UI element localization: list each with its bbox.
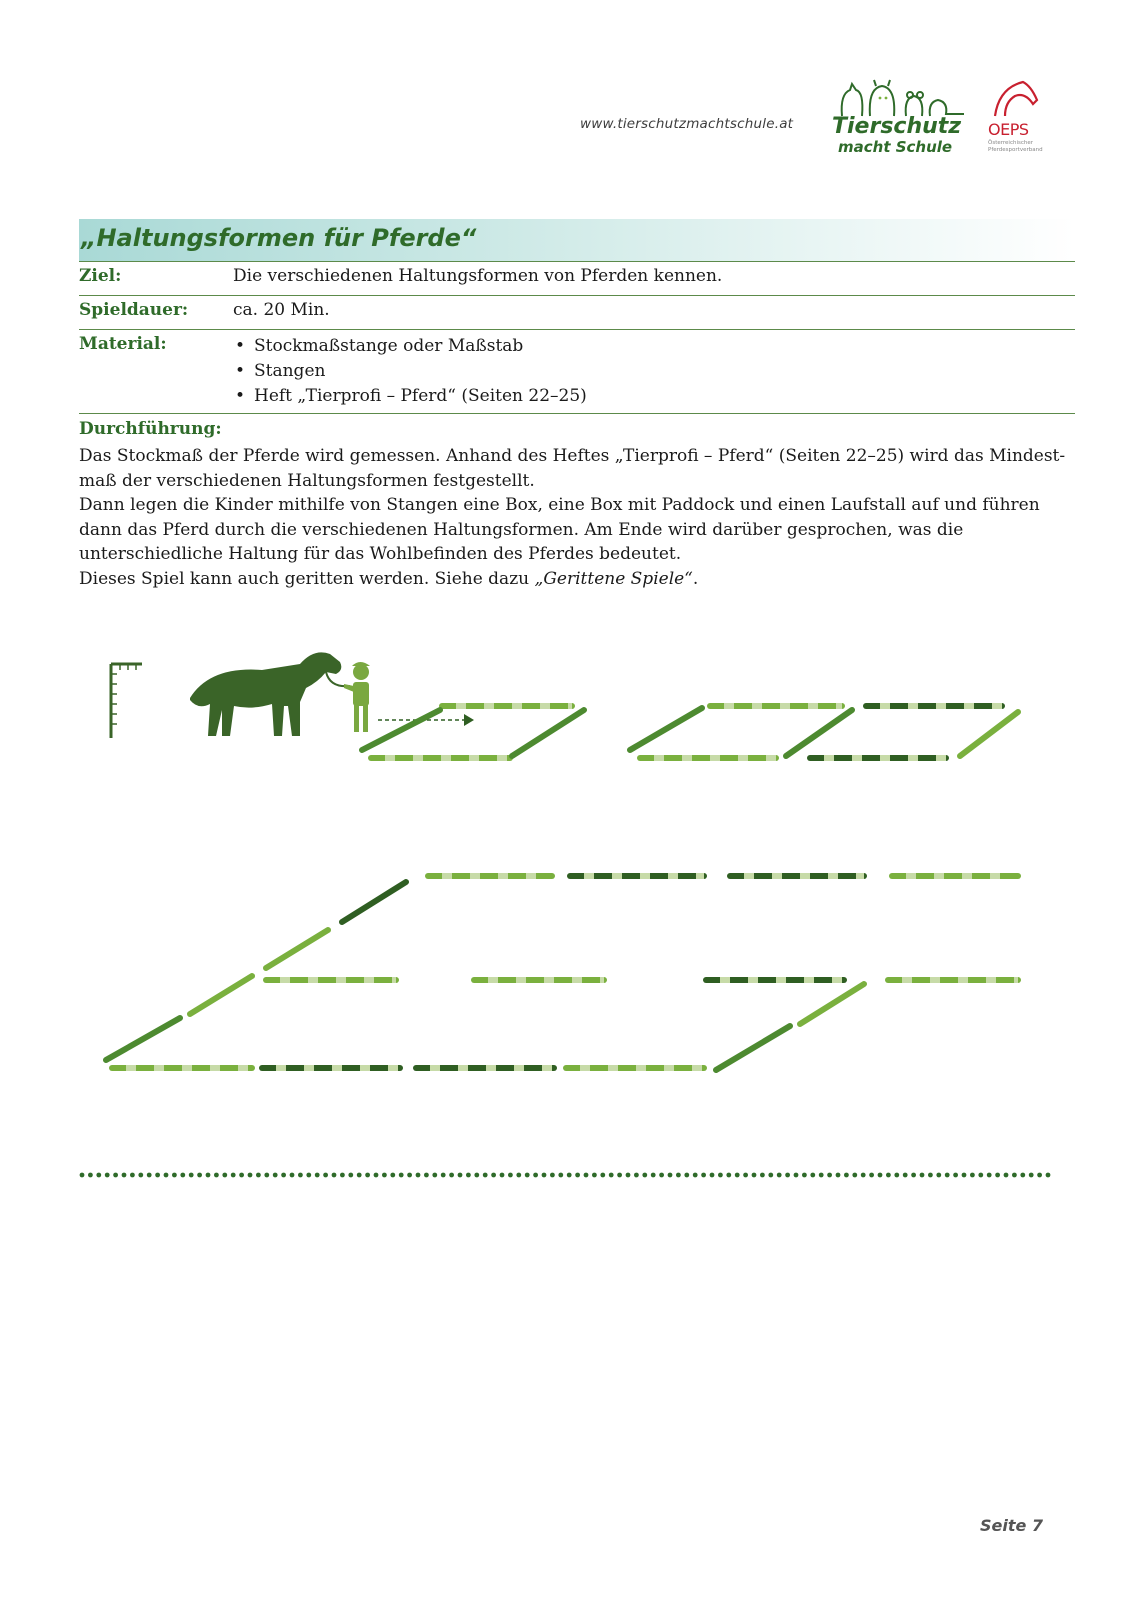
divider-dot xyxy=(399,1173,404,1178)
divider-dot xyxy=(735,1173,740,1178)
pole xyxy=(786,710,852,756)
divider-dot xyxy=(710,1173,715,1178)
divider-dot xyxy=(416,1173,421,1178)
pole xyxy=(512,710,584,756)
horse-icon xyxy=(190,652,341,736)
info-row-duration xyxy=(79,296,1075,330)
divider-dot xyxy=(726,1173,731,1178)
divider-dot xyxy=(894,1173,899,1178)
divider-dot xyxy=(550,1173,555,1178)
pole xyxy=(960,712,1018,756)
divider-dot xyxy=(752,1173,757,1178)
divider-dot xyxy=(374,1173,379,1178)
child-icon xyxy=(344,662,370,732)
divider-dot xyxy=(701,1173,706,1178)
divider-dot xyxy=(642,1173,647,1178)
divider-dot xyxy=(852,1173,857,1178)
divider-dot xyxy=(231,1173,236,1178)
divider-dot xyxy=(130,1173,135,1178)
divider-dot xyxy=(718,1173,723,1178)
page-title: „Haltungsformen für Pferde“ xyxy=(81,224,477,252)
divider-dot xyxy=(407,1173,412,1178)
pole xyxy=(342,882,406,922)
page-number: Seite 7 xyxy=(980,1516,1044,1535)
divider-dot xyxy=(987,1173,992,1178)
divider-dot xyxy=(592,1173,597,1178)
material-label: Material: xyxy=(79,334,167,354)
divider-dot xyxy=(390,1173,395,1178)
divider-dot xyxy=(105,1173,110,1178)
divider-dot xyxy=(248,1173,253,1178)
logo-subtitle: macht Schule xyxy=(838,138,953,156)
divider-dot xyxy=(911,1173,916,1178)
divider-dot xyxy=(575,1173,580,1178)
divider-dot xyxy=(172,1173,177,1178)
divider-dot xyxy=(474,1173,479,1178)
page-header xyxy=(0,78,1130,168)
title-bar xyxy=(79,219,1075,262)
divider-dot xyxy=(323,1173,328,1178)
procedure-paragraph-2: Dann legen die Kinder mithilfe von Stangen eine Box, eine Box mit Paddock und einen Laufstall auf und führen dann das Pferd durch die verschiedenen Haltungsformen. Am Ende wird darüber gesprochen, was die unterschiedliche Haltung für das Wohlbefinden des Pferdes bedeutet. xyxy=(79,495,1040,565)
divider-dot xyxy=(516,1173,521,1178)
divider-dot xyxy=(500,1173,505,1178)
divider-dot xyxy=(264,1173,269,1178)
divider-dot xyxy=(113,1173,118,1178)
procedure-text-span: . xyxy=(692,568,699,589)
procedure-paragraph-1: Das Stockmaß der Pferde wird gemessen. Anhand des Heftes „Tierprofi – Pferd“ (Seiten 22–25) wird das Mindest-maß der verschiedenen Haltungsformen festgestellt. xyxy=(79,446,1066,491)
divider-dot xyxy=(533,1173,538,1178)
divider-dot xyxy=(80,1173,85,1178)
divider-dot xyxy=(953,1173,958,1178)
gerittene-spiele-reference: „Gerittene Spiele“ xyxy=(534,568,693,589)
divider-dot xyxy=(164,1173,169,1178)
divider-dot xyxy=(903,1173,908,1178)
pole xyxy=(800,984,864,1024)
divider-dot xyxy=(122,1173,127,1178)
divider-dot xyxy=(617,1173,622,1178)
divider-dot xyxy=(659,1173,664,1178)
duration-label: Spieldauer: xyxy=(79,300,189,320)
procedure-heading: Durchführung: xyxy=(79,419,222,439)
divider-dot xyxy=(138,1173,143,1178)
pole xyxy=(630,708,702,750)
divider-dot xyxy=(634,1173,639,1178)
divider-dot xyxy=(206,1173,211,1178)
divider-dot xyxy=(290,1173,295,1178)
divider-dot xyxy=(995,1173,1000,1178)
divider-dot xyxy=(760,1173,765,1178)
divider-dot xyxy=(256,1173,261,1178)
list-item: • Stockmaßstange oder Maßstab xyxy=(233,334,587,359)
divider-dot xyxy=(886,1173,891,1178)
divider-dot xyxy=(197,1173,202,1178)
divider-dot xyxy=(768,1173,773,1178)
divider-dot xyxy=(584,1173,589,1178)
divider-dot xyxy=(306,1173,311,1178)
divider-dot xyxy=(861,1173,866,1178)
divider-dot xyxy=(777,1173,782,1178)
procedure-paragraph-3 xyxy=(79,567,1075,592)
divider-dot xyxy=(441,1173,446,1178)
divider-dot xyxy=(382,1173,387,1178)
divider-dot xyxy=(970,1173,975,1178)
divider-dot xyxy=(180,1173,185,1178)
logo-title: Tierschutz xyxy=(832,114,962,139)
divider-dot xyxy=(214,1173,219,1178)
divider-dot xyxy=(483,1173,488,1178)
duration-value: ca. 20 Min. xyxy=(233,300,330,320)
pole xyxy=(716,1026,790,1070)
goal-label: Ziel: xyxy=(79,266,122,286)
website-url[interactable]: www.tierschutzmachtschule.at xyxy=(580,116,794,132)
divider-dot xyxy=(827,1173,832,1178)
divider-dot xyxy=(357,1173,362,1178)
pole-layout-illustration xyxy=(0,640,1130,1110)
divider-dot xyxy=(525,1173,530,1178)
divider-dot xyxy=(424,1173,429,1178)
pole xyxy=(190,976,252,1014)
divider-dot xyxy=(819,1173,824,1178)
divider-dot xyxy=(684,1173,689,1178)
divider-dot xyxy=(155,1173,160,1178)
divider-dot xyxy=(844,1173,849,1178)
divider-dot xyxy=(491,1173,496,1178)
divider-dot xyxy=(449,1173,454,1178)
divider-dot xyxy=(920,1173,925,1178)
measuring-stick-icon xyxy=(111,664,142,738)
material-list xyxy=(233,334,587,409)
divider-dot xyxy=(936,1173,941,1178)
divider-dot xyxy=(676,1173,681,1178)
pole xyxy=(362,710,440,750)
divider-dot xyxy=(88,1173,93,1178)
divider-dot xyxy=(332,1173,337,1178)
info-row-goal xyxy=(79,262,1075,296)
divider-dot xyxy=(794,1173,799,1178)
divider-dot xyxy=(508,1173,513,1178)
divider-dot xyxy=(1029,1173,1034,1178)
divider-dot xyxy=(802,1173,807,1178)
divider-dot xyxy=(668,1173,673,1178)
divider-dot xyxy=(315,1173,320,1178)
divider-dot xyxy=(600,1173,605,1178)
divider-dot xyxy=(239,1173,244,1178)
divider-dot xyxy=(458,1173,463,1178)
list-item: • Heft „Tierprofi – Pferd“ (Seiten 22–25) xyxy=(233,384,587,409)
divider-dot xyxy=(222,1173,227,1178)
divider-dot xyxy=(1046,1173,1051,1178)
divider-dot xyxy=(962,1173,967,1178)
divider-dot xyxy=(298,1173,303,1178)
lead-rope-icon xyxy=(326,672,350,686)
divider-dot xyxy=(96,1173,101,1178)
divider-dot xyxy=(743,1173,748,1178)
divider-dot xyxy=(785,1173,790,1178)
divider-dot xyxy=(945,1173,950,1178)
divider-dot xyxy=(340,1173,345,1178)
pole xyxy=(106,1018,180,1060)
divider-dot xyxy=(542,1173,547,1178)
divider-dot xyxy=(651,1173,656,1178)
divider-dot xyxy=(1020,1173,1025,1178)
divider-dot xyxy=(567,1173,572,1178)
divider-dot xyxy=(626,1173,631,1178)
procedure-text-span: Dieses Spiel kann auch geritten werden. Siehe dazu xyxy=(79,568,535,589)
partner-subtitle: Österreichischer Pferdesportverband xyxy=(988,140,1043,153)
divider-dot xyxy=(693,1173,698,1178)
divider-dot xyxy=(147,1173,152,1178)
divider-dot xyxy=(365,1173,370,1178)
divider-dot xyxy=(878,1173,883,1178)
divider-dot xyxy=(978,1173,983,1178)
procedure-text xyxy=(79,444,1075,592)
divider-dot xyxy=(869,1173,874,1178)
divider-dot xyxy=(189,1173,194,1178)
divider-dot xyxy=(609,1173,614,1178)
partner-logo-text: OEPS xyxy=(988,120,1029,139)
divider-dot xyxy=(928,1173,933,1178)
divider-dot xyxy=(1004,1173,1009,1178)
divider-dot xyxy=(1012,1173,1017,1178)
goal-value: Die verschiedenen Haltungsformen von Pferden kennen. xyxy=(233,266,723,286)
pole xyxy=(266,930,328,968)
divider-dot xyxy=(432,1173,437,1178)
divider-dot xyxy=(273,1173,278,1178)
list-item: • Stangen xyxy=(233,359,587,384)
divider-dot xyxy=(558,1173,563,1178)
dotted-divider xyxy=(78,1170,1060,1180)
divider-dot xyxy=(1037,1173,1042,1178)
info-row-material xyxy=(79,330,1075,414)
divider-dot xyxy=(348,1173,353,1178)
divider-dot xyxy=(466,1173,471,1178)
divider-dot xyxy=(836,1173,841,1178)
divider-dot xyxy=(810,1173,815,1178)
divider-dot xyxy=(281,1173,286,1178)
